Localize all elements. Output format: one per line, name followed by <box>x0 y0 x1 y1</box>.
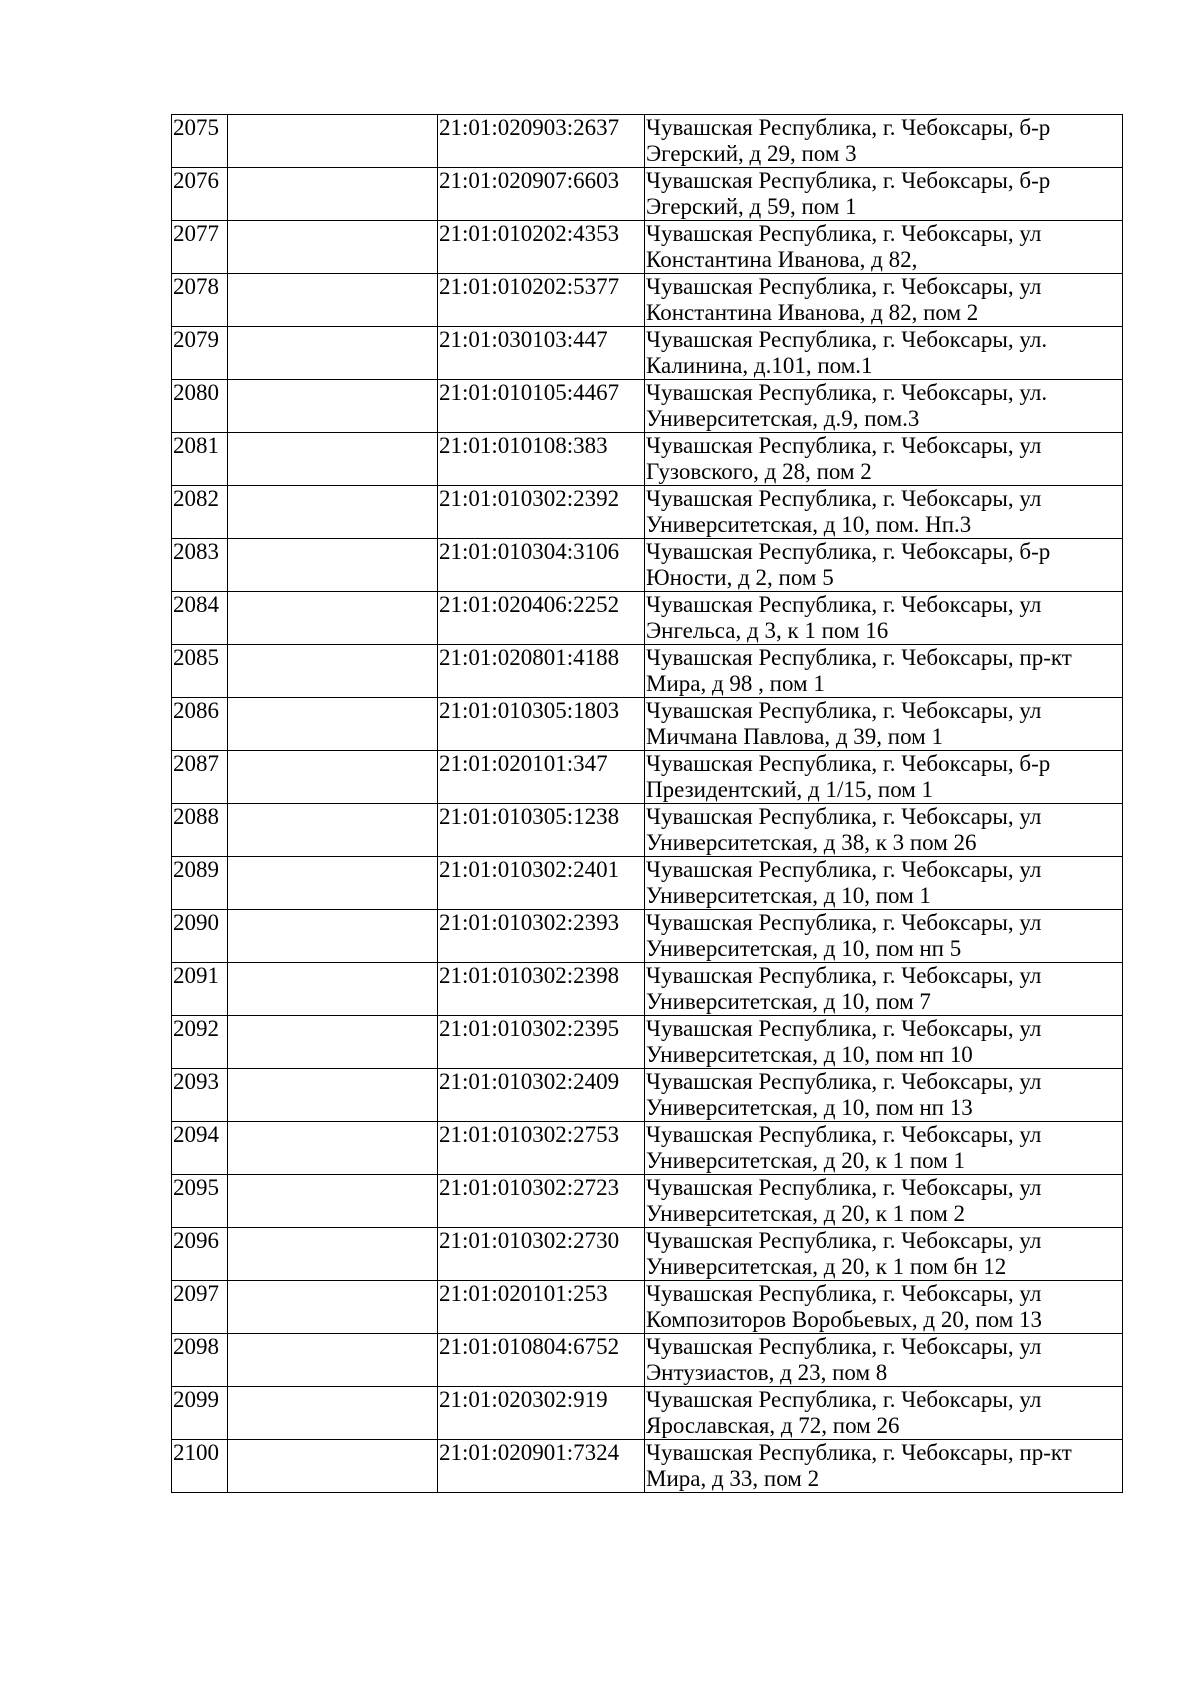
address: Чувашская Республика, г. Чебоксары, ул Университетская, д 20, к 1 пом 2 <box>645 1175 1123 1228</box>
address: Чувашская Республика, г. Чебоксары, б-р Эгерский, д 59, пом 1 <box>645 168 1123 221</box>
name-cell <box>228 539 438 592</box>
table-row <box>172 592 1123 645</box>
row-number: 2082 <box>172 486 228 539</box>
name-cell <box>228 1069 438 1122</box>
cadastral-number: 21:01:020903:2637 <box>438 115 645 168</box>
row-number: 2087 <box>172 751 228 804</box>
name-cell <box>228 486 438 539</box>
address: Чувашская Республика, г. Чебоксары, ул Композиторов Воробьевых, д 20, пом 13 <box>645 1281 1123 1334</box>
name-cell <box>228 645 438 698</box>
name-cell <box>228 1016 438 1069</box>
table-row <box>172 698 1123 751</box>
cadastral-number: 21:01:020406:2252 <box>438 592 645 645</box>
address: Чувашская Республика, г. Чебоксары, ул Университетская, д 10, пом 1 <box>645 857 1123 910</box>
table-row <box>172 645 1123 698</box>
row-number: 2099 <box>172 1387 228 1440</box>
address: Чувашская Республика, г. Чебоксары, ул Университетская, д 10, пом 7 <box>645 963 1123 1016</box>
row-number: 2095 <box>172 1175 228 1228</box>
cadastral-number: 21:01:020302:919 <box>438 1387 645 1440</box>
row-number: 2077 <box>172 221 228 274</box>
row-number: 2089 <box>172 857 228 910</box>
address: Чувашская Республика, г. Чебоксары, ул Университетская, д 10, пом. Нп.3 <box>645 486 1123 539</box>
row-number: 2088 <box>172 804 228 857</box>
name-cell <box>228 910 438 963</box>
property-registry-table <box>171 114 1123 1493</box>
name-cell <box>228 115 438 168</box>
name-cell <box>228 1334 438 1387</box>
address: Чувашская Республика, г. Чебоксары, ул Университетская, д 10, пом нп 5 <box>645 910 1123 963</box>
cadastral-number: 21:01:010302:2730 <box>438 1228 645 1281</box>
name-cell <box>228 380 438 433</box>
table-row <box>172 910 1123 963</box>
row-number: 2098 <box>172 1334 228 1387</box>
cadastral-number: 21:01:020101:347 <box>438 751 645 804</box>
row-number: 2078 <box>172 274 228 327</box>
cadastral-number: 21:01:010302:2398 <box>438 963 645 1016</box>
name-cell <box>228 1440 438 1493</box>
cadastral-number: 21:01:010305:1803 <box>438 698 645 751</box>
cadastral-number: 21:01:010202:5377 <box>438 274 645 327</box>
table-row <box>172 168 1123 221</box>
table-row <box>172 380 1123 433</box>
cadastral-number: 21:01:020907:6603 <box>438 168 645 221</box>
cadastral-number: 21:01:020901:7324 <box>438 1440 645 1493</box>
table-row <box>172 486 1123 539</box>
address: Чувашская Республика, г. Чебоксары, ул Университетская, д 20, к 1 пом бн 12 <box>645 1228 1123 1281</box>
cadastral-number: 21:01:030103:447 <box>438 327 645 380</box>
cadastral-number: 21:01:010302:2753 <box>438 1122 645 1175</box>
row-number: 2093 <box>172 1069 228 1122</box>
cadastral-number: 21:01:010302:2392 <box>438 486 645 539</box>
table-row <box>172 963 1123 1016</box>
row-number: 2079 <box>172 327 228 380</box>
row-number: 2090 <box>172 910 228 963</box>
address: Чувашская Республика, г. Чебоксары, б-р Эгерский, д 29, пом 3 <box>645 115 1123 168</box>
table-row <box>172 857 1123 910</box>
address: Чувашская Республика, г. Чебоксары, ул Константина Иванова, д 82, <box>645 221 1123 274</box>
table-row <box>172 221 1123 274</box>
row-number: 2100 <box>172 1440 228 1493</box>
cadastral-number: 21:01:010302:2723 <box>438 1175 645 1228</box>
cadastral-number: 21:01:020101:253 <box>438 1281 645 1334</box>
table-row <box>172 327 1123 380</box>
row-number: 2086 <box>172 698 228 751</box>
table-row <box>172 433 1123 486</box>
address: Чувашская Республика, г. Чебоксары, ул Университетская, д 10, пом нп 10 <box>645 1016 1123 1069</box>
table-row <box>172 804 1123 857</box>
address: Чувашская Республика, г. Чебоксары, ул Константина Иванова, д 82, пом 2 <box>645 274 1123 327</box>
cadastral-number: 21:01:010302:2401 <box>438 857 645 910</box>
table-row <box>172 1281 1123 1334</box>
cadastral-number: 21:01:010304:3106 <box>438 539 645 592</box>
name-cell <box>228 857 438 910</box>
table-row <box>172 1069 1123 1122</box>
address: Чувашская Республика, г. Чебоксары, ул Ярославская, д 72, пом 26 <box>645 1387 1123 1440</box>
cadastral-number: 21:01:020801:4188 <box>438 645 645 698</box>
cadastral-number: 21:01:010302:2409 <box>438 1069 645 1122</box>
row-number: 2080 <box>172 380 228 433</box>
name-cell <box>228 1387 438 1440</box>
table-row <box>172 751 1123 804</box>
cadastral-number: 21:01:010108:383 <box>438 433 645 486</box>
address: Чувашская Республика, г. Чебоксары, ул Университетская, д 10, пом нп 13 <box>645 1069 1123 1122</box>
name-cell <box>228 1122 438 1175</box>
cadastral-number: 21:01:010305:1238 <box>438 804 645 857</box>
address: Чувашская Республика, г. Чебоксары, б-р Юности, д 2, пом 5 <box>645 539 1123 592</box>
name-cell <box>228 963 438 1016</box>
address: Чувашская Республика, г. Чебоксары, пр-кт Мира, д 33, пом 2 <box>645 1440 1123 1493</box>
row-number: 2091 <box>172 963 228 1016</box>
row-number: 2076 <box>172 168 228 221</box>
table-row <box>172 1122 1123 1175</box>
table-row <box>172 1016 1123 1069</box>
table-row <box>172 115 1123 168</box>
address: Чувашская Республика, г. Чебоксары, пр-кт Мира, д 98 , пом 1 <box>645 645 1123 698</box>
cadastral-number: 21:01:010302:2393 <box>438 910 645 963</box>
name-cell <box>228 698 438 751</box>
cadastral-number: 21:01:010105:4467 <box>438 380 645 433</box>
address: Чувашская Республика, г. Чебоксары, б-р Президентский, д 1/15, пом 1 <box>645 751 1123 804</box>
name-cell <box>228 327 438 380</box>
name-cell <box>228 592 438 645</box>
name-cell <box>228 274 438 327</box>
address: Чувашская Республика, г. Чебоксары, ул Энгельса, д 3, к 1 пом 16 <box>645 592 1123 645</box>
row-number: 2075 <box>172 115 228 168</box>
address: Чувашская Республика, г. Чебоксары, ул Университетская, д 20, к 1 пом 1 <box>645 1122 1123 1175</box>
address: Чувашская Республика, г. Чебоксары, ул. Калинина, д.101, пом.1 <box>645 327 1123 380</box>
name-cell <box>228 1228 438 1281</box>
name-cell <box>228 751 438 804</box>
row-number: 2092 <box>172 1016 228 1069</box>
table-row <box>172 1228 1123 1281</box>
table-row <box>172 539 1123 592</box>
address: Чувашская Республика, г. Чебоксары, ул Мичмана Павлова, д 39, пом 1 <box>645 698 1123 751</box>
name-cell <box>228 433 438 486</box>
row-number: 2096 <box>172 1228 228 1281</box>
name-cell <box>228 1281 438 1334</box>
name-cell <box>228 168 438 221</box>
table-row <box>172 274 1123 327</box>
table-row <box>172 1440 1123 1493</box>
row-number: 2081 <box>172 433 228 486</box>
row-number: 2094 <box>172 1122 228 1175</box>
table-row <box>172 1334 1123 1387</box>
address: Чувашская Республика, г. Чебоксары, ул Гузовского, д 28, пом 2 <box>645 433 1123 486</box>
row-number: 2083 <box>172 539 228 592</box>
cadastral-number: 21:01:010804:6752 <box>438 1334 645 1387</box>
name-cell <box>228 221 438 274</box>
table-body <box>172 115 1123 1493</box>
cadastral-number: 21:01:010202:4353 <box>438 221 645 274</box>
table-row <box>172 1387 1123 1440</box>
cadastral-number: 21:01:010302:2395 <box>438 1016 645 1069</box>
table-row <box>172 1175 1123 1228</box>
name-cell <box>228 1175 438 1228</box>
row-number: 2084 <box>172 592 228 645</box>
address: Чувашская Республика, г. Чебоксары, ул. Университетская, д.9, пом.3 <box>645 380 1123 433</box>
address: Чувашская Республика, г. Чебоксары, ул Энтузиастов, д 23, пом 8 <box>645 1334 1123 1387</box>
name-cell <box>228 804 438 857</box>
row-number: 2085 <box>172 645 228 698</box>
row-number: 2097 <box>172 1281 228 1334</box>
address: Чувашская Республика, г. Чебоксары, ул Университетская, д 38, к 3 пом 26 <box>645 804 1123 857</box>
